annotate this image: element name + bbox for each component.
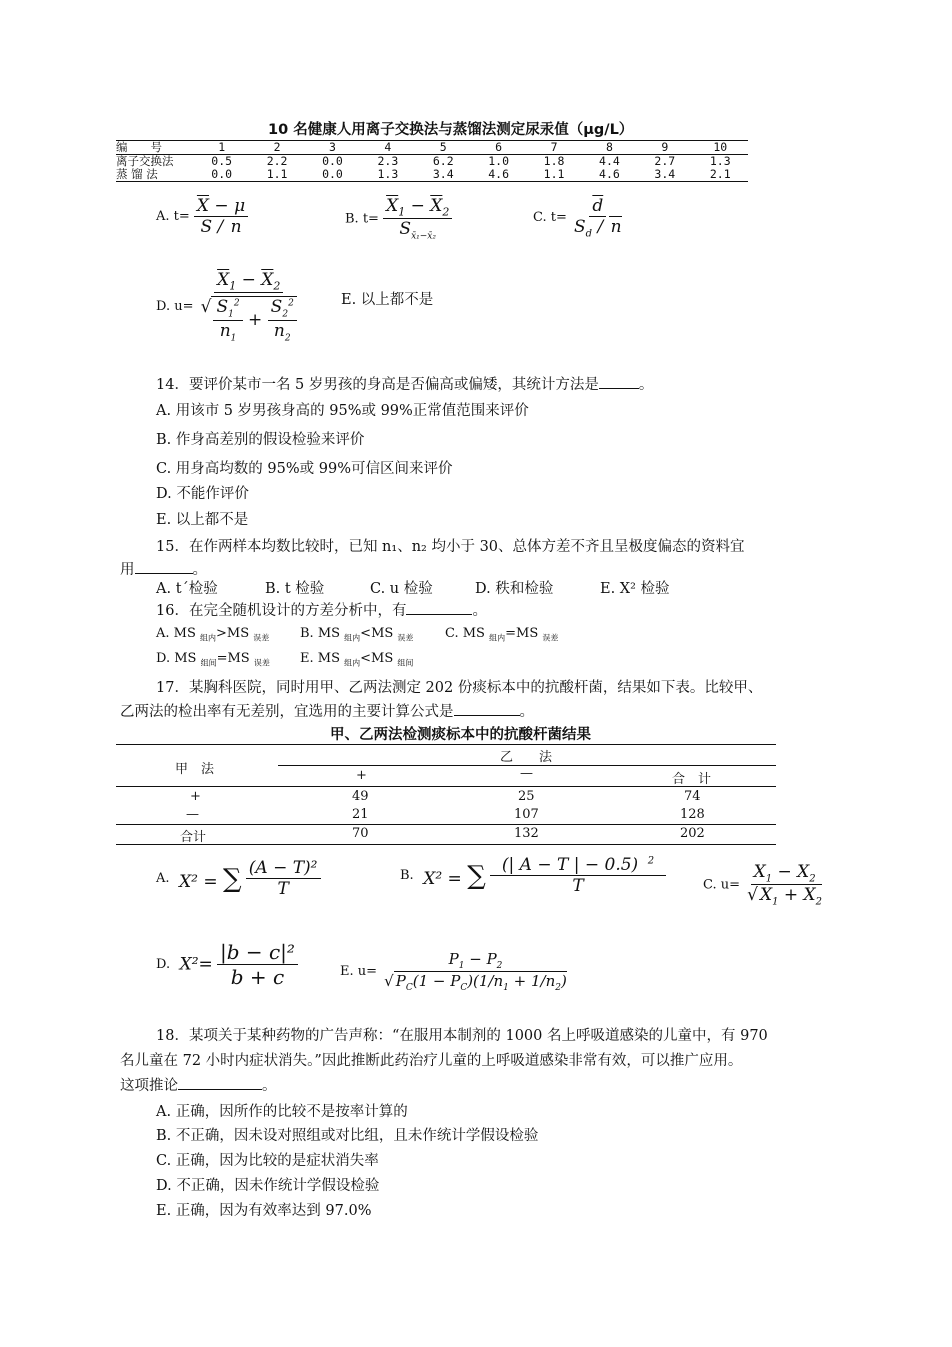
row-label: — xyxy=(186,807,199,822)
table-row xyxy=(116,168,748,182)
id-cell: 10 xyxy=(693,141,748,155)
id-cell: 7 xyxy=(526,141,581,155)
table-rule-top xyxy=(116,744,776,745)
cell: 2.1 xyxy=(709,167,731,181)
q18-line-1: 18．某项关于某种药物的广告声称：“在服用本制剂的 1000 名上呼吸道感染的儿童中，有 970 xyxy=(156,1028,768,1044)
formula-c: $\frac{\overline{d}}{S_d / n}$ xyxy=(574,196,622,240)
cell: 2.7 xyxy=(654,154,676,168)
cell: 3.4 xyxy=(432,167,454,181)
col-header: 合 计 xyxy=(672,772,712,787)
col-header: + xyxy=(356,768,367,783)
cell: 3.4 xyxy=(654,167,676,181)
cell: 4.6 xyxy=(488,167,510,181)
row-label: 蒸 馏 法 xyxy=(116,167,158,181)
option-label: C. u= xyxy=(703,877,741,893)
option-label: A. xyxy=(156,871,170,886)
option-label: D. u= xyxy=(156,299,194,315)
q13-option-d xyxy=(156,270,300,343)
q18-option: D. 不正确，因未作统计学假设检验 xyxy=(156,1178,380,1194)
stem-end: 。 xyxy=(638,377,654,393)
id-cell: 2 xyxy=(249,141,304,155)
header-label: 编 号 xyxy=(116,141,194,155)
q17-option-e xyxy=(340,950,570,993)
q13-option-a xyxy=(156,196,248,237)
table1-title: 10 名健康人用离子交换法与蒸馏法测定尿汞值（μg/L） xyxy=(268,122,634,138)
row-label: 离子交换法 xyxy=(116,154,174,168)
q17-option-d: D. X²= $\frac{\text{|b − c|²}}{b + c}$ xyxy=(156,940,298,989)
q17-option-c xyxy=(703,862,825,908)
q14-option: C. 用身高均数的 95%或 99%可信区间来评价 xyxy=(156,461,453,477)
answer-blank[interactable] xyxy=(135,559,193,574)
q14-option: A. 用该市 5 岁男孩身高的 95%或 99%正常值范围来评价 xyxy=(156,403,529,419)
q15-option-c: C. u 检验 xyxy=(370,581,433,597)
table-rule-head xyxy=(116,786,776,787)
cell: 0.5 xyxy=(211,154,233,168)
cell: 74 xyxy=(684,789,701,804)
q18-line-2: 名儿童在 72 小时内症状消失。”因此推断此药治疗儿童的上呼吸道感染非常有效，可以推广应用。 xyxy=(120,1053,743,1069)
q18-option: B. 不正确，因未设对照组或对比组，且未作统计学假设检验 xyxy=(156,1128,539,1144)
q16-option-d: D. MS $_{组间}$=MS $_{误差}$ xyxy=(156,651,270,668)
formula-u-e: $\frac{P_1 - P_2}{√ P_C(1 - P_C)(1/n_1 + 1/n_2)}$ xyxy=(384,950,567,993)
stem-end: 。 xyxy=(519,704,534,720)
option-label: E. u= xyxy=(340,964,378,979)
stem-end: 。 xyxy=(192,562,207,578)
q13-option-e: E. 以上都不是 xyxy=(341,292,434,308)
id-cell: 6 xyxy=(471,141,526,155)
col-group-header: 乙 法 xyxy=(500,750,553,765)
answer-blank[interactable] xyxy=(599,374,639,389)
cell: 1.1 xyxy=(543,167,565,181)
cell: 128 xyxy=(680,807,705,822)
q16-stem xyxy=(156,599,487,620)
id-cell: 9 xyxy=(637,141,692,155)
q14-option: B. 作身高差别的假设检验来评价 xyxy=(156,432,365,448)
cell: 2.2 xyxy=(266,154,288,168)
cell: 132 xyxy=(514,826,539,841)
option-label: B. t= xyxy=(345,211,379,227)
q16-option-c: C. MS $_{组内}$=MS $_{误差}$ xyxy=(445,626,559,643)
cell: 202 xyxy=(680,826,705,841)
stem-text: 这项推论 xyxy=(120,1078,178,1094)
id-cell: 5 xyxy=(416,141,471,155)
q14-option: D. 不能作评价 xyxy=(156,486,249,502)
formula-a: $\frac{\overline{X} - \mu}{S / n}$ xyxy=(194,196,248,237)
table-rule-bottom xyxy=(116,844,776,845)
cell: 21 xyxy=(352,807,369,822)
formula-b: $\frac{\overline{X}_1 - \overline{X}_2}{S_{x̄_1-x̄_2}}$ xyxy=(383,196,452,242)
cell: 49 xyxy=(352,789,369,804)
q15-option-d: D. 秩和检验 xyxy=(475,581,554,597)
urine-mercury-table xyxy=(116,140,748,182)
q18-line-3 xyxy=(120,1074,277,1095)
stem-text: 用 xyxy=(120,562,135,578)
table-row xyxy=(116,155,748,169)
formula-u-c: $\frac{X_1 - X_2}{√ X_1 + X_2}$ xyxy=(747,862,823,908)
cell: 4.6 xyxy=(599,167,620,181)
q17-stem-1: 17．某胸科医院，同时用甲、乙两法测定 202 份痰标本中的抗酸杆菌，结果如下表。比较甲、 xyxy=(156,680,763,696)
q17-table-title: 甲、乙两法检测痰标本中的抗酸杆菌结果 xyxy=(330,727,591,743)
formula-d: $\overline{X}_1 - \overline{X}_2$ √ $\frac{S_1^2}{n_1}$ + $\frac{S_2^2}{n_2}$ xyxy=(198,270,300,343)
q14-stem xyxy=(156,373,653,394)
option-label: C. t= xyxy=(533,210,567,226)
q14-option: E. 以上都不是 xyxy=(156,512,249,528)
cell: 4.4 xyxy=(599,154,620,168)
option-label: B. xyxy=(400,868,414,883)
q13-option-c xyxy=(533,196,625,239)
stem-end: 。 xyxy=(262,1078,277,1094)
q16-option-a: A. MS $_{组内}$>MS $_{误差}$ xyxy=(156,626,270,643)
cell: 25 xyxy=(518,789,535,804)
q18-option: E. 正确，因为有效率达到 97.0% xyxy=(156,1203,372,1219)
cell: 1.0 xyxy=(488,154,510,168)
cell: 2.3 xyxy=(377,154,399,168)
answer-blank[interactable] xyxy=(178,1075,262,1090)
row-label: 合计 xyxy=(180,830,207,845)
table-header-row xyxy=(116,141,748,155)
q15-stem-2 xyxy=(120,558,207,579)
table-rule-total xyxy=(116,824,776,825)
cell: 0.0 xyxy=(211,167,233,181)
q16-option-b: B. MS $_{组内}$<MS $_{误差}$ xyxy=(300,626,414,643)
stem-end: 。 xyxy=(472,603,487,619)
answer-blank[interactable] xyxy=(454,701,520,716)
stem-text: 乙两法的检出率有无差别，宜选用的主要计算公式是 xyxy=(120,704,454,720)
id-cell: 4 xyxy=(360,141,415,155)
col-header: — xyxy=(520,766,533,781)
option-label: D. xyxy=(156,957,171,972)
q18-option: C. 正确，因为比较的是症状消失率 xyxy=(156,1153,379,1169)
cell: 6.2 xyxy=(432,154,454,168)
cell: 0.0 xyxy=(322,167,343,181)
q17-stem-2 xyxy=(120,700,534,721)
stem-text: 16．在完全随机设计的方差分析中，有 xyxy=(156,603,407,619)
q15-stem: 15．在作两样本均数比较时，已知 n₁、n₂ 均小于 30、总体方差不齐且呈极度偏态的资料宜 xyxy=(156,539,745,555)
cell: 0.0 xyxy=(322,154,343,168)
id-cell: 1 xyxy=(194,141,249,155)
cell: 1.8 xyxy=(543,154,565,168)
cell: 1.3 xyxy=(377,167,399,181)
cell: 70 xyxy=(352,826,369,841)
q15-option-e: E. X² 检验 xyxy=(600,581,670,597)
row-label: + xyxy=(190,789,201,804)
q15-option-b: B. t 检验 xyxy=(265,581,325,597)
formula-chi-a: $\frac{\text{(A − T)²}}{T}$ xyxy=(246,858,321,899)
q15-option-a: A. t´检验 xyxy=(156,581,218,597)
formula-chi-d: $\frac{\text{|b − c|²}}{b + c}$ xyxy=(217,940,298,989)
cell: 1.3 xyxy=(709,154,731,168)
q13-option-b xyxy=(345,196,452,242)
id-cell: 3 xyxy=(305,141,360,155)
q18-option: A. 正确，因所作的比较不是按率计算的 xyxy=(156,1104,408,1120)
q17-option-b: B. X² = ∑ $\frac{(| A - T | - 0.5) ^2}{T}$ xyxy=(400,855,666,896)
id-cell: 8 xyxy=(582,141,637,155)
formula-chi-b: $\frac{(| A - T | - 0.5) ^2}{T}$ xyxy=(490,855,666,896)
row-header: 甲 法 xyxy=(175,762,215,777)
q17-option-a: A. X² = ∑ $\frac{\text{(A − T)²}}{T}$ xyxy=(156,858,321,899)
q16-option-e: E. MS $_{组内}$<MS $_{组间}$ xyxy=(300,651,414,668)
stem-text: 14．要评价某市一名 5 岁男孩的身高是否偏高或偏矮，其统计方法是 xyxy=(156,377,599,393)
cell: 107 xyxy=(514,807,539,822)
option-label: A. t= xyxy=(156,209,190,224)
cell: 1.1 xyxy=(266,167,288,181)
answer-blank[interactable] xyxy=(406,600,472,615)
